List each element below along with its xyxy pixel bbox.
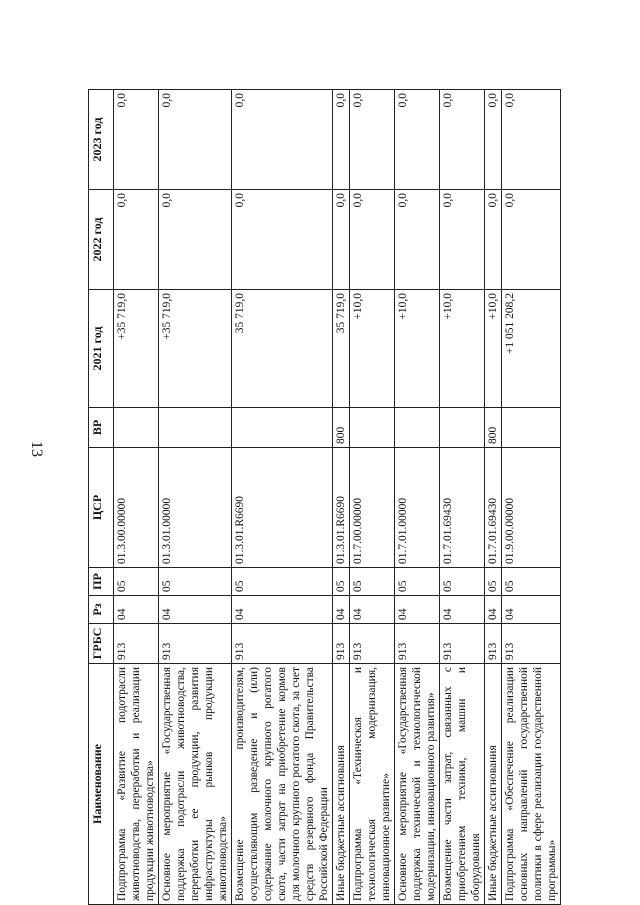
row-name: Основное мероприятие «Государственная поддержка подотрасли животноводства, переработки ее продукции, развития инфраструктуры рынков продукции животноводства» — [159, 664, 232, 905]
row-vr — [502, 408, 561, 448]
row-2022: 0,0 — [395, 190, 440, 290]
row-pr: 05 — [440, 568, 485, 596]
header-2021: 2021 год — [89, 290, 114, 408]
row-csr: 01.3.01.R6690 — [232, 448, 333, 568]
row-name: Подпрограмма «Развитие подотрасли животноводства, переработки и реализации продукции животноводства» — [114, 664, 159, 905]
row-csr: 01.3.00.00000 — [114, 448, 159, 568]
table-row — [502, 90, 561, 905]
row-2022: 0,0 — [350, 190, 395, 290]
row-csr: 01.7.01.69430 — [440, 448, 485, 568]
row-name: Возмещение части затрат, связанных с приобретением техники, машин и оборудования — [440, 664, 485, 905]
row-csr: 01.3.01.00000 — [159, 448, 232, 568]
row-pr: 05 — [159, 568, 232, 596]
row-pr: 05 — [350, 568, 395, 596]
row-csr: 01.3.01.R6690 — [333, 448, 350, 568]
table-row — [350, 90, 395, 905]
row-vr: 800 — [485, 408, 502, 448]
row-csr: 01.7.00.00000 — [350, 448, 395, 568]
table-row — [440, 90, 485, 905]
header-name: Наименование — [89, 664, 114, 905]
row-grbs: 913 — [395, 624, 440, 664]
header-csr: ЦСР — [89, 448, 114, 568]
budget-table — [88, 89, 561, 905]
table-row — [232, 90, 333, 905]
row-2023: 0,0 — [350, 90, 395, 190]
row-name: Иные бюджетные ассигнования — [333, 664, 350, 905]
header-pr: ПР — [89, 568, 114, 596]
row-2023: 0,0 — [232, 90, 333, 190]
row-grbs: 913 — [502, 624, 561, 664]
row-pr: 05 — [502, 568, 561, 596]
row-pr: 05 — [485, 568, 502, 596]
row-vr — [232, 408, 333, 448]
row-2021: +10,0 — [395, 290, 440, 408]
row-name: Подпрограмма «Техническая и технологическая модернизация, инновационное развитие» — [350, 664, 395, 905]
table-row — [485, 90, 502, 905]
row-2023: 0,0 — [485, 90, 502, 190]
row-pr: 05 — [333, 568, 350, 596]
row-vr — [440, 408, 485, 448]
row-rz: 04 — [395, 596, 440, 624]
table-row — [114, 90, 159, 905]
row-rz: 04 — [232, 596, 333, 624]
row-rz: 04 — [502, 596, 561, 624]
table-row — [159, 90, 232, 905]
row-2023: 0,0 — [159, 90, 232, 190]
header-grbs: ГРБС — [89, 624, 114, 664]
row-2021: +10,0 — [485, 290, 502, 408]
row-2022: 0,0 — [502, 190, 561, 290]
header-2022: 2022 год — [89, 190, 114, 290]
row-2021: +10,0 — [350, 290, 395, 408]
row-pr: 05 — [395, 568, 440, 596]
row-vr — [114, 408, 159, 448]
row-pr: 05 — [114, 568, 159, 596]
row-2021: +10,0 — [440, 290, 485, 408]
row-rz: 04 — [440, 596, 485, 624]
row-vr — [159, 408, 232, 448]
row-grbs: 913 — [333, 624, 350, 664]
row-grbs: 913 — [350, 624, 395, 664]
row-2023: 0,0 — [114, 90, 159, 190]
header-rz: Рз — [89, 596, 114, 624]
row-2021: 35 719,0 — [232, 290, 333, 408]
row-vr — [395, 408, 440, 448]
row-2023: 0,0 — [395, 90, 440, 190]
row-2022: 0,0 — [159, 190, 232, 290]
row-2021: +35 719,0 — [159, 290, 232, 408]
row-rz: 04 — [114, 596, 159, 624]
page-number: 13 — [28, 441, 45, 457]
row-grbs: 913 — [485, 624, 502, 664]
row-csr: 01.7.01.00000 — [395, 448, 440, 568]
row-rz: 04 — [333, 596, 350, 624]
row-grbs: 913 — [232, 624, 333, 664]
row-2021: +35 719,0 — [114, 290, 159, 408]
row-vr: 800 — [333, 408, 350, 448]
row-2022: 0,0 — [333, 190, 350, 290]
row-rz: 04 — [485, 596, 502, 624]
row-name: Иные бюджетные ассигнования — [485, 664, 502, 905]
row-pr: 05 — [232, 568, 333, 596]
table-header-row — [89, 90, 114, 905]
row-name: Подпрограмма «Обеспечение реализации основных направлений государственной политики в сфере реализации государственной программы» — [502, 664, 561, 905]
row-2021: +1 051 208,2 — [502, 290, 561, 408]
row-name: Возмещение производителям, осуществляющим разведение и (или) содержание молочного крупного рогатого скота, части затрат на приобретение кормов для молочного крупного рогатого скота, за счет средств резервного фонда Правительства Российской Федерации — [232, 664, 333, 905]
header-vr: ВР — [89, 408, 114, 448]
row-2023: 0,0 — [502, 90, 561, 190]
table-row — [395, 90, 440, 905]
row-grbs: 913 — [159, 624, 232, 664]
row-vr — [350, 408, 395, 448]
row-2022: 0,0 — [485, 190, 502, 290]
row-grbs: 913 — [114, 624, 159, 664]
row-csr: 01.7.01.69430 — [485, 448, 502, 568]
row-rz: 04 — [350, 596, 395, 624]
rotated-table-container — [88, 90, 559, 905]
row-2023: 0,0 — [440, 90, 485, 190]
header-2023: 2023 год — [89, 90, 114, 190]
row-csr: 01.9.00.00000 — [502, 448, 561, 568]
row-2023: 0,0 — [333, 90, 350, 190]
row-2021: 35 719,0 — [333, 290, 350, 408]
table-row — [333, 90, 350, 905]
row-2022: 0,0 — [440, 190, 485, 290]
row-2022: 0,0 — [232, 190, 333, 290]
row-name: Основное мероприятие «Государственная поддержка технической и технологической модернизации, инновационного развития» — [395, 664, 440, 905]
row-rz: 04 — [159, 596, 232, 624]
row-2022: 0,0 — [114, 190, 159, 290]
row-grbs: 913 — [440, 624, 485, 664]
